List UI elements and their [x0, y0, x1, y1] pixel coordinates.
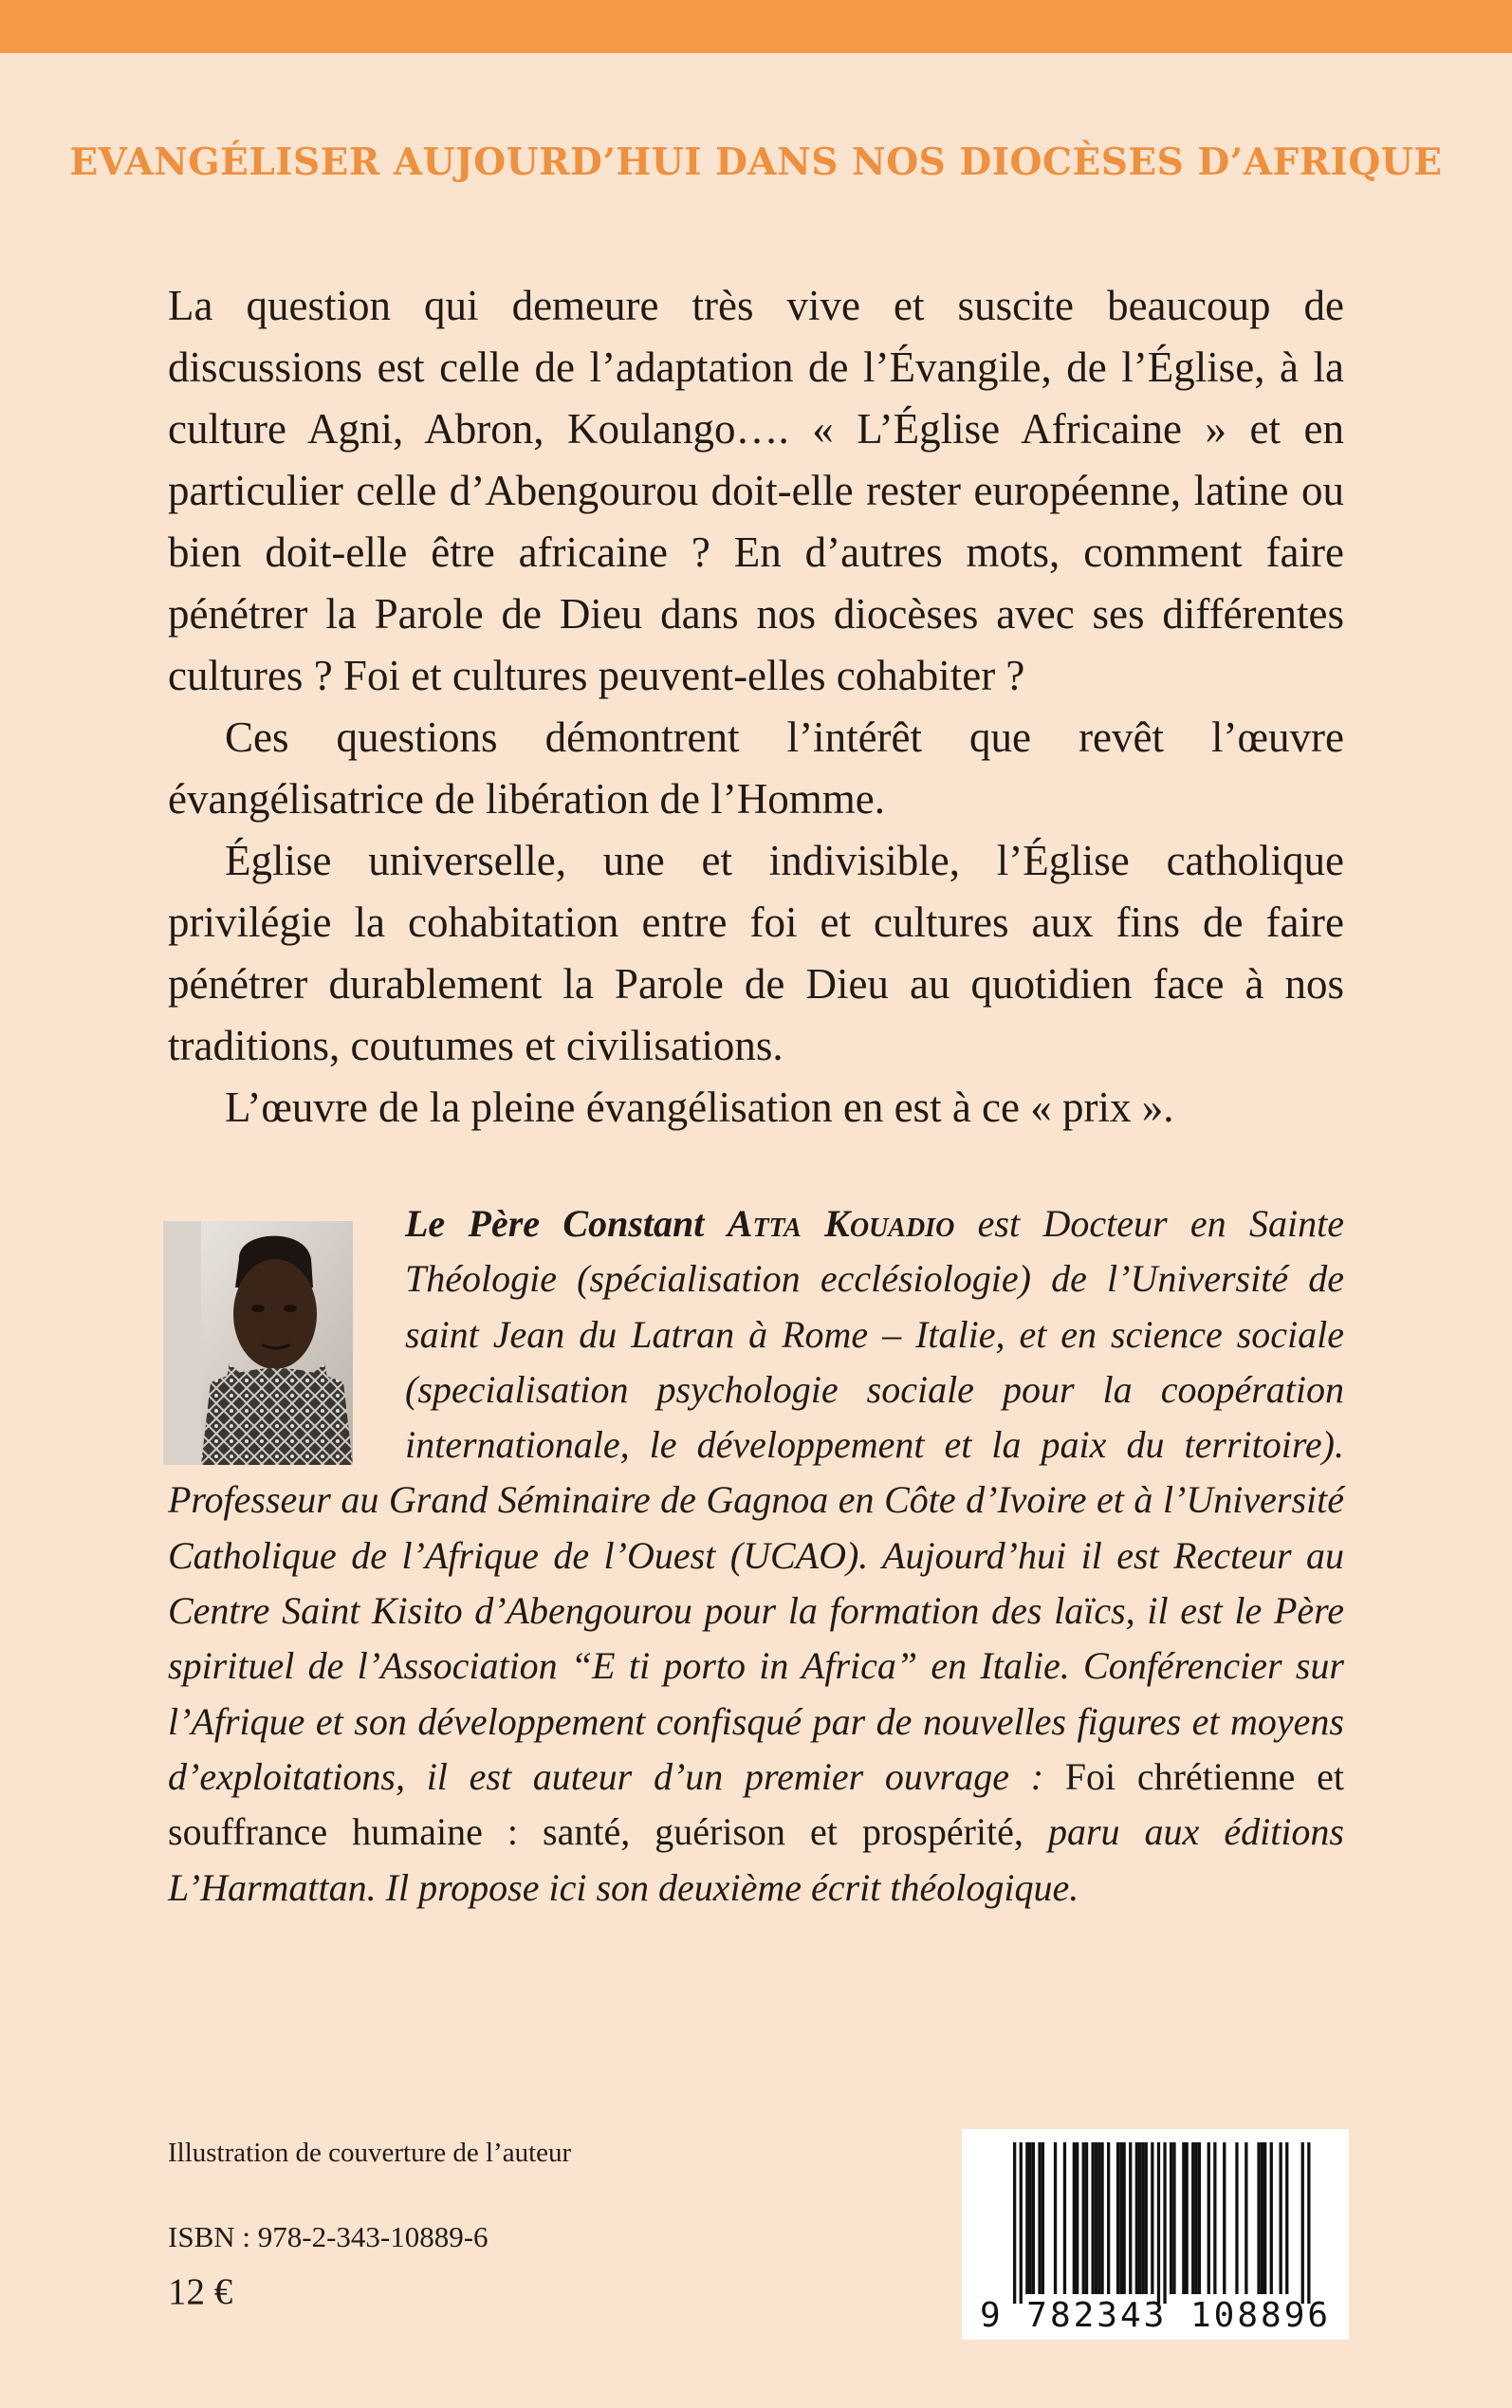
barcode-bar: [1119, 2142, 1122, 2294]
barcode-bar: [1263, 2142, 1266, 2294]
barcode-bar: [1116, 2142, 1119, 2294]
author-photo: [163, 1221, 353, 1465]
bio-text-1: est Docteur en Sainte Théologie (spécialisation ecclésiologie) de l’Université de saint Jean du Latran à Rome – Italie, et en science sociale (specialisation psychologie sociale pour la coopération internationale, le développement et la paix du territoire). Professeur au Grand Séminaire de Gagnoa en Côte d’Ivoire et à l’Université Catholique de l’Afrique de l’Ouest (UCAO). Aujourd’hui il est Recteur au Centre Saint Kisito d’Abengourou pour la formation des laïcs, il est le Père spirituel de l’Association “E ti porto in Africa” en Italie. Conférencier sur l’Afrique et son développement confisqué par de nouvelles figures et moyens d’exploitations, il est auteur d’un premier ouvrage :: [168, 1202, 1344, 1798]
barcode-bar: [1032, 2142, 1035, 2294]
author-name: Le Père Constant: [405, 1202, 728, 1245]
barcode-bar: [1063, 2142, 1066, 2294]
barcode-bar: [1194, 2142, 1197, 2294]
barcode-bar: [1182, 2142, 1185, 2294]
book-title: Foi chrétienne et souffrance humaine : santé, guérison et prospérité,: [168, 1754, 1344, 1854]
barcode-bar: [1301, 2142, 1304, 2304]
barcode-bar: [1245, 2142, 1247, 2294]
price: 12 €: [168, 2271, 233, 2312]
cover-illustration-credit: Illustration de couverture de l’auteur: [168, 2138, 572, 2168]
barcode-bar: [1100, 2142, 1103, 2294]
barcode-bar: [1307, 2142, 1310, 2304]
barcode-bar: [1138, 2142, 1141, 2294]
barcode-bar: [1013, 2142, 1016, 2304]
barcode-bar: [1198, 2142, 1201, 2294]
series-title: EVANGÉLISER AUJOURD’HUI DANS NOS DIOCÈSES D’AFRIQUE: [69, 140, 1443, 184]
barcode-bar: [1073, 2142, 1076, 2294]
isbn: ISBN : 978-2-343-10889-6: [168, 2220, 489, 2253]
blurb-paragraph-3: Église universelle, une et indivisible, l’Église catholique privilégie la cohabitation entre foi et cultures aux fins de faire pénétrer durablement la Parole de Dieu au quotidien face à nos traditions, coutumes et civilisations.: [168, 837, 1344, 1069]
barcode-bar: [1092, 2142, 1095, 2294]
barcode-bar: [1151, 2142, 1153, 2294]
barcode-bar: [1141, 2142, 1144, 2294]
barcode-bar: [1054, 2142, 1057, 2294]
barcode-bar: [1163, 2142, 1166, 2304]
barcode-bar: [1280, 2142, 1282, 2294]
back-cover-blurb: [168, 275, 1344, 1139]
barcode-bar: [1235, 2142, 1238, 2294]
barcode-bar: [1208, 2142, 1210, 2294]
top-color-band: [0, 0, 1512, 53]
author-surname: Atta Kouadio: [727, 1202, 955, 1245]
barcode-bar: [1172, 2142, 1175, 2294]
barcode-bar: [1135, 2142, 1138, 2294]
barcode-bar: [1082, 2142, 1085, 2294]
barcode-bar: [1038, 2142, 1041, 2294]
barcode-bar: [1097, 2142, 1100, 2294]
blurb-paragraph-4: L’œuvre de la pleine évangélisation en est à ce « prix ».: [225, 1084, 1174, 1131]
barcode-bar: [1223, 2142, 1226, 2294]
barcode-digits: 9 782343 108896: [979, 2296, 1332, 2335]
barcode-bar: [1270, 2142, 1273, 2294]
barcode-bar: [1123, 2142, 1126, 2294]
barcode-bar: [1261, 2142, 1263, 2294]
barcode-bar: [1186, 2142, 1189, 2294]
barcode-bar: [1129, 2142, 1132, 2294]
bio-text-2: paru aux éditions L’Harmattan. Il propose ici son deuxième écrit théologique.: [168, 1810, 1345, 1909]
blurb-paragraph-2: Ces questions démontrent l’intérêt que revêt l’œuvre évangélisatrice de libération de l’Homme.: [168, 713, 1344, 823]
barcode-bar: [1257, 2142, 1260, 2294]
barcode-bar: [1170, 2142, 1172, 2294]
barcode-bar: [1025, 2142, 1028, 2294]
barcode-bar: [1285, 2142, 1288, 2294]
barcode-bar: [1107, 2142, 1110, 2294]
barcode-bar: [1042, 2142, 1044, 2294]
barcode-bar: [1095, 2142, 1097, 2294]
barcode-bar: [1085, 2142, 1088, 2294]
barcode-bar: [1191, 2142, 1194, 2294]
barcode-bar: [1157, 2142, 1160, 2304]
blurb-paragraph-1: La question qui demeure très vive et suscite beaucoup de discussions est celle de l’adaptation de l’Évangile, de l’Église, à la culture Agni, Abron, Koulango…. « L’Église Africaine » et en particulier celle d’Abengourou doit-elle rester européenne, latine ou bien doit-elle être africaine ? En d’autres mots, comment faire pénétrer la Parole de Dieu dans nos diocèses avec ses différentes cultures ? Foi et cultures peuvent-elles cohabiter ?: [168, 282, 1344, 699]
barcode-bar: [1020, 2142, 1023, 2304]
barcode-bar: [1213, 2142, 1216, 2294]
barcode-bar: [1145, 2142, 1148, 2294]
barcode: [962, 2129, 1349, 2340]
barcode-bar: [1029, 2142, 1032, 2294]
barcode-bar: [1076, 2142, 1079, 2294]
